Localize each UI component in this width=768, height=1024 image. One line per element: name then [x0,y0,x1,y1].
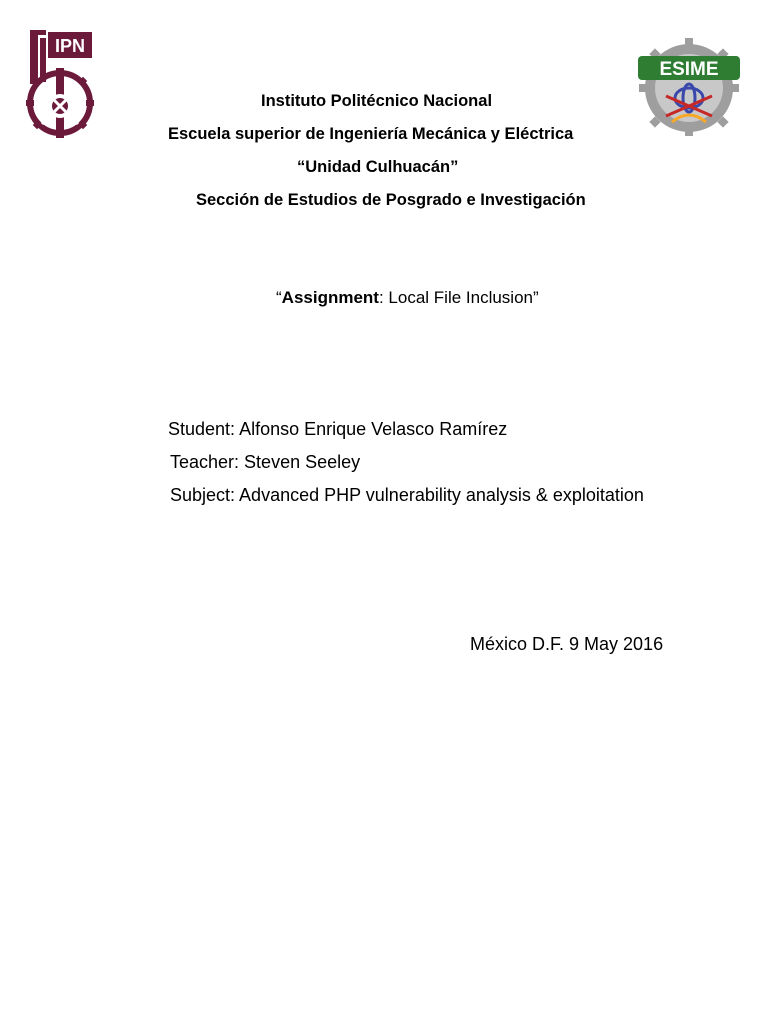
document-date: México D.F. 9 May 2016 [470,634,664,654]
teacher-label: Teacher: [170,452,245,472]
unit-name: “Unidad Culhuacán” [297,158,459,176]
institution-name: Instituto Politécnico Nacional [261,92,493,110]
subject-name: Advanced PHP vulnerability analysis & exploitation [239,485,644,505]
ipn-logo-text: IPN [54,36,86,56]
student-label: Student: [168,419,240,439]
subject-label: Subject: [170,485,240,505]
subject-line [170,485,644,506]
assignment-title [276,288,539,308]
teacher-name: Steven Seeley [244,452,361,472]
esime-logo-text: ESIME [659,59,719,80]
esime-logo [636,36,742,136]
student-name: Alfonso Enrique Velasco Ramírez [239,419,508,439]
school-name: Escuela superior de Ingeniería Mecánica y Eléctrica [168,125,574,143]
esime-emblem-icon [636,36,742,136]
assignment-open-quote: “ [276,288,282,307]
teacher-line [170,452,360,473]
assignment-label: Assignment [281,288,379,307]
student-line [168,419,507,440]
assignment-close-quote: ” [533,288,539,307]
assignment-colon: : [378,288,389,307]
assignment-name: Local File Inclusion [388,288,533,307]
ipn-logo [22,28,98,140]
section-name: Sección de Estudios de Posgrado e Investigación [196,191,586,209]
ipn-emblem-icon [22,28,98,140]
